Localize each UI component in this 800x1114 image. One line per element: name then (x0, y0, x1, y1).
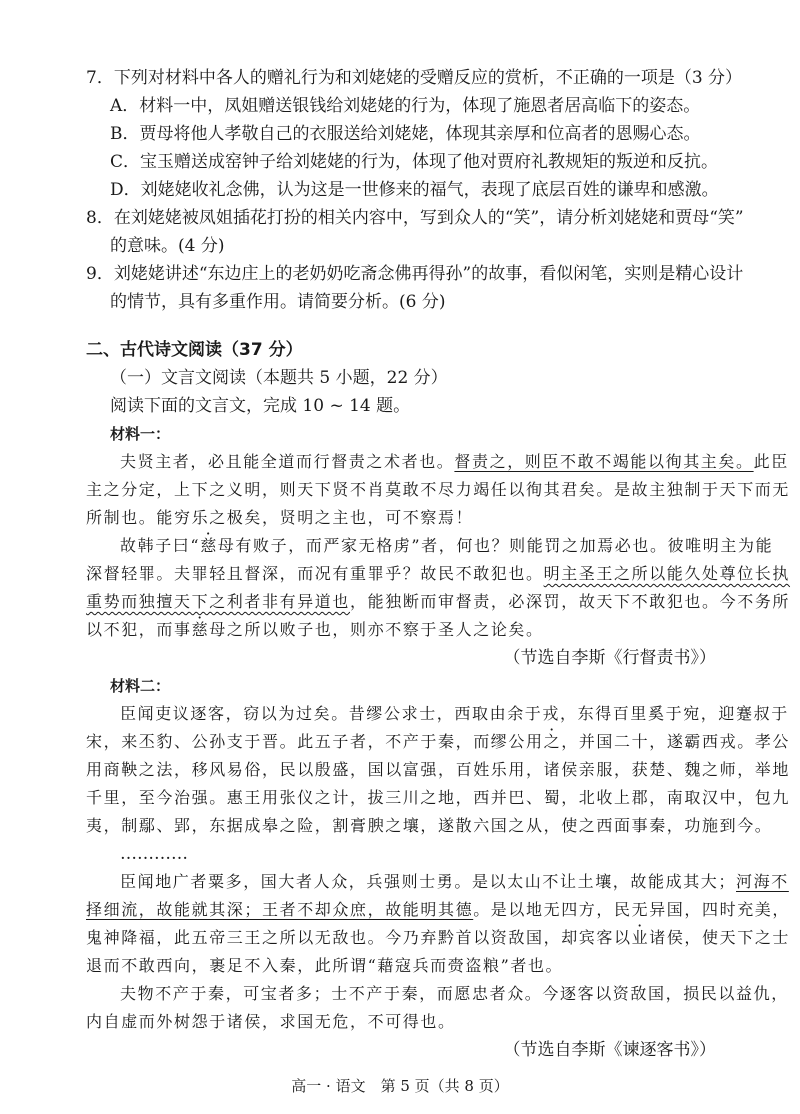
material-1-line-5 (86, 563, 790, 585)
m1-l7-tail: 母之所以败子也，则亦不察于圣人之论矣。 (209, 620, 544, 639)
material-1-label: 材料一： (110, 425, 171, 443)
m1-l1-text: 夫贤主者，必且能全道而行督责之术者也。 (120, 452, 455, 471)
m1-wavy-sentence-part-2: 重势而独擅天下之利者非有异道也 (86, 592, 351, 611)
question-9-line-1: 9．刘姥姥讲述“东边庄上的老奶奶吃斋念佛再得孙”的故事，看似闲笔，实则是精心设计 (86, 264, 744, 284)
material-2-line-10: 夫物不产于秦，可宝者多；士不产于秦，而愿忠者众。今逐客以资敌国，损民以益仇， (120, 984, 789, 1003)
m1-l6-tail: ，能独断而审督责，必深罚，故天下不敢犯也。今不务所 (350, 592, 791, 611)
question-7-option-a: A．材料一中，凤姐赠送银钱给刘姥姥的行为，体现了施恩者居高临下的姿态。 (110, 96, 701, 116)
question-9-line-2: 的情节，具有多重作用。请简要分析。(6 分) (110, 292, 446, 312)
material-2-line-5: 夷，制鄢、郢，东据成皋之险，割膏腴之壤，遂散六国之从，使之西面事秦，功施到今。 (86, 816, 773, 835)
material-2-line-9: 退而不敢西向，裹足不入秦，此所谓“藉寇兵而赍盗粮”者也。 (86, 956, 564, 975)
m2-dotted-char: 之 (543, 732, 562, 751)
section-2-instruction: 阅读下面的文言文，完成 10 ~ 14 题。 (110, 396, 411, 416)
question-7-option-d: D．刘姥姥收礼念佛，认为这是一世修来的福气，表现了底层百姓的谦卑和感激。 (110, 180, 719, 200)
question-7-option-c: C．宝玉赠送成窑钟子给刘姥姥的行为，体现了他对贾府礼教规矩的叛逆和反抗。 (110, 152, 719, 172)
page-footer: 高一 · 语文 第 5 页（共 8 页） (291, 1077, 509, 1095)
m2-l8-head: 鬼神降福，此五帝三王之所以无敌也。今乃弃黔首以资敌国，却宾客以 (86, 928, 632, 947)
question-8-line-2: 的意味。(4 分) (110, 236, 225, 256)
section-2-title: 二、古代诗文阅读（37 分） (86, 340, 303, 360)
m1-l5-head: 深督轻罪。夫罪轻且督深，而况有重罪乎？故民不敢犯也。 (86, 564, 544, 583)
m1-l4-head: 故韩子曰“ (120, 536, 201, 555)
m2-dotted-char-2: 业 (631, 928, 650, 947)
m2-l2-head: 宋，来丕豹、公孙支于晋。此五子者，不产于秦，而缪公用 (86, 732, 544, 751)
m2-l7-tail: 。是以地无四方，民无异国，四时充美， (473, 900, 791, 919)
m2-underlined-part-2: 择细流，故能就其深；王者不却众庶，故能明其德 (86, 900, 474, 919)
m1-l4-tail: 母有败子，而严家无格虏”者，何也？则能罚之加焉必也。彼唯明主为能 (217, 536, 774, 555)
m2-l8-tail: 诸侯，使天下之士 (649, 928, 791, 947)
material-2-line-1: 臣闻吏议逐客，窃以为过矣。昔缪公求士，西取由余于戎，东得百里奚于宛，迎蹇叔于 (120, 704, 789, 723)
m2-l2-tail: ，并国二十，遂霸西戎。孝公 (561, 732, 791, 751)
m1-dotted-char-2: 慈 (191, 620, 210, 639)
question-7-option-b: B．贾母将他人孝敬自己的衣服送给刘姥姥，体现其亲厚和位高者的恩赐心态。 (110, 124, 701, 144)
question-8-line-1: 8．在刘姥姥被凤姐插花打扮的相关内容中，写到众人的“笑”，请分析刘姥姥和贾母“笑” (86, 208, 744, 228)
material-2-line-11: 内自虚而外树怨于诸侯，求国无危，不可得也。 (86, 1012, 456, 1031)
material-2-ellipsis: ………… (120, 844, 188, 864)
material-2-line-3: 用商鞅之法，移风易俗，民以殷盛，国以富强，百姓乐用，诸侯亲服，获楚、魏之师，举地 (86, 760, 791, 779)
material-2-line-7 (86, 899, 790, 921)
material-1-line-4 (120, 535, 773, 557)
m1-wavy-sentence-part-1: 明主圣王之所以能久处尊位长执 (543, 564, 791, 583)
m1-l1-tail: 此臣 (753, 452, 789, 471)
section-2-subtitle: （一）文言文阅读（本题共 5 小题，22 分） (110, 368, 448, 388)
material-2-line-2 (86, 731, 790, 753)
material-2-label: 材料二： (110, 677, 171, 695)
material-1-line-2: 主之分定，上下之义明，则天下贤不肖莫敢不尽力竭任以徇其君矣。是故主独制于天下而无 (86, 480, 791, 499)
m2-l6-head: 臣闻地广者粟多，国大者人众，兵强则士勇。是以太山不让土壤，故能成其大； (120, 872, 737, 891)
material-2-line-8 (86, 927, 790, 949)
material-1-line-1 (120, 451, 789, 473)
m1-underlined-sentence: 督责之，则臣不敢不竭能以徇其主矣。 (454, 452, 754, 471)
m1-dotted-char: 慈 (200, 536, 218, 555)
question-7-stem: 7．下列对材料中各人的赠礼行为和刘姥姥的受赠反应的赏析，不正确的一项是（3 分） (86, 68, 743, 88)
material-1-line-7 (86, 619, 544, 641)
m1-l7-head: 以不犯，而事 (86, 620, 192, 639)
material-1-source: （节选自李斯《行督责书》） (503, 648, 716, 668)
material-1-line-6 (86, 591, 790, 613)
material-2-line-6 (120, 871, 789, 893)
m2-underlined-part-1: 河海不 (736, 872, 789, 891)
material-2-line-4: 千里，至今治强。惠王用张仪之计，拔三川之地，西并巴、蜀，北收上郡，南取汉中，包九 (86, 788, 791, 807)
material-2-source: （节选自李斯《谏逐客书》） (503, 1040, 716, 1060)
material-1-line-3: 所制也。能穷乐之极矣，贤明之主也，可不察焉！ (86, 508, 474, 527)
